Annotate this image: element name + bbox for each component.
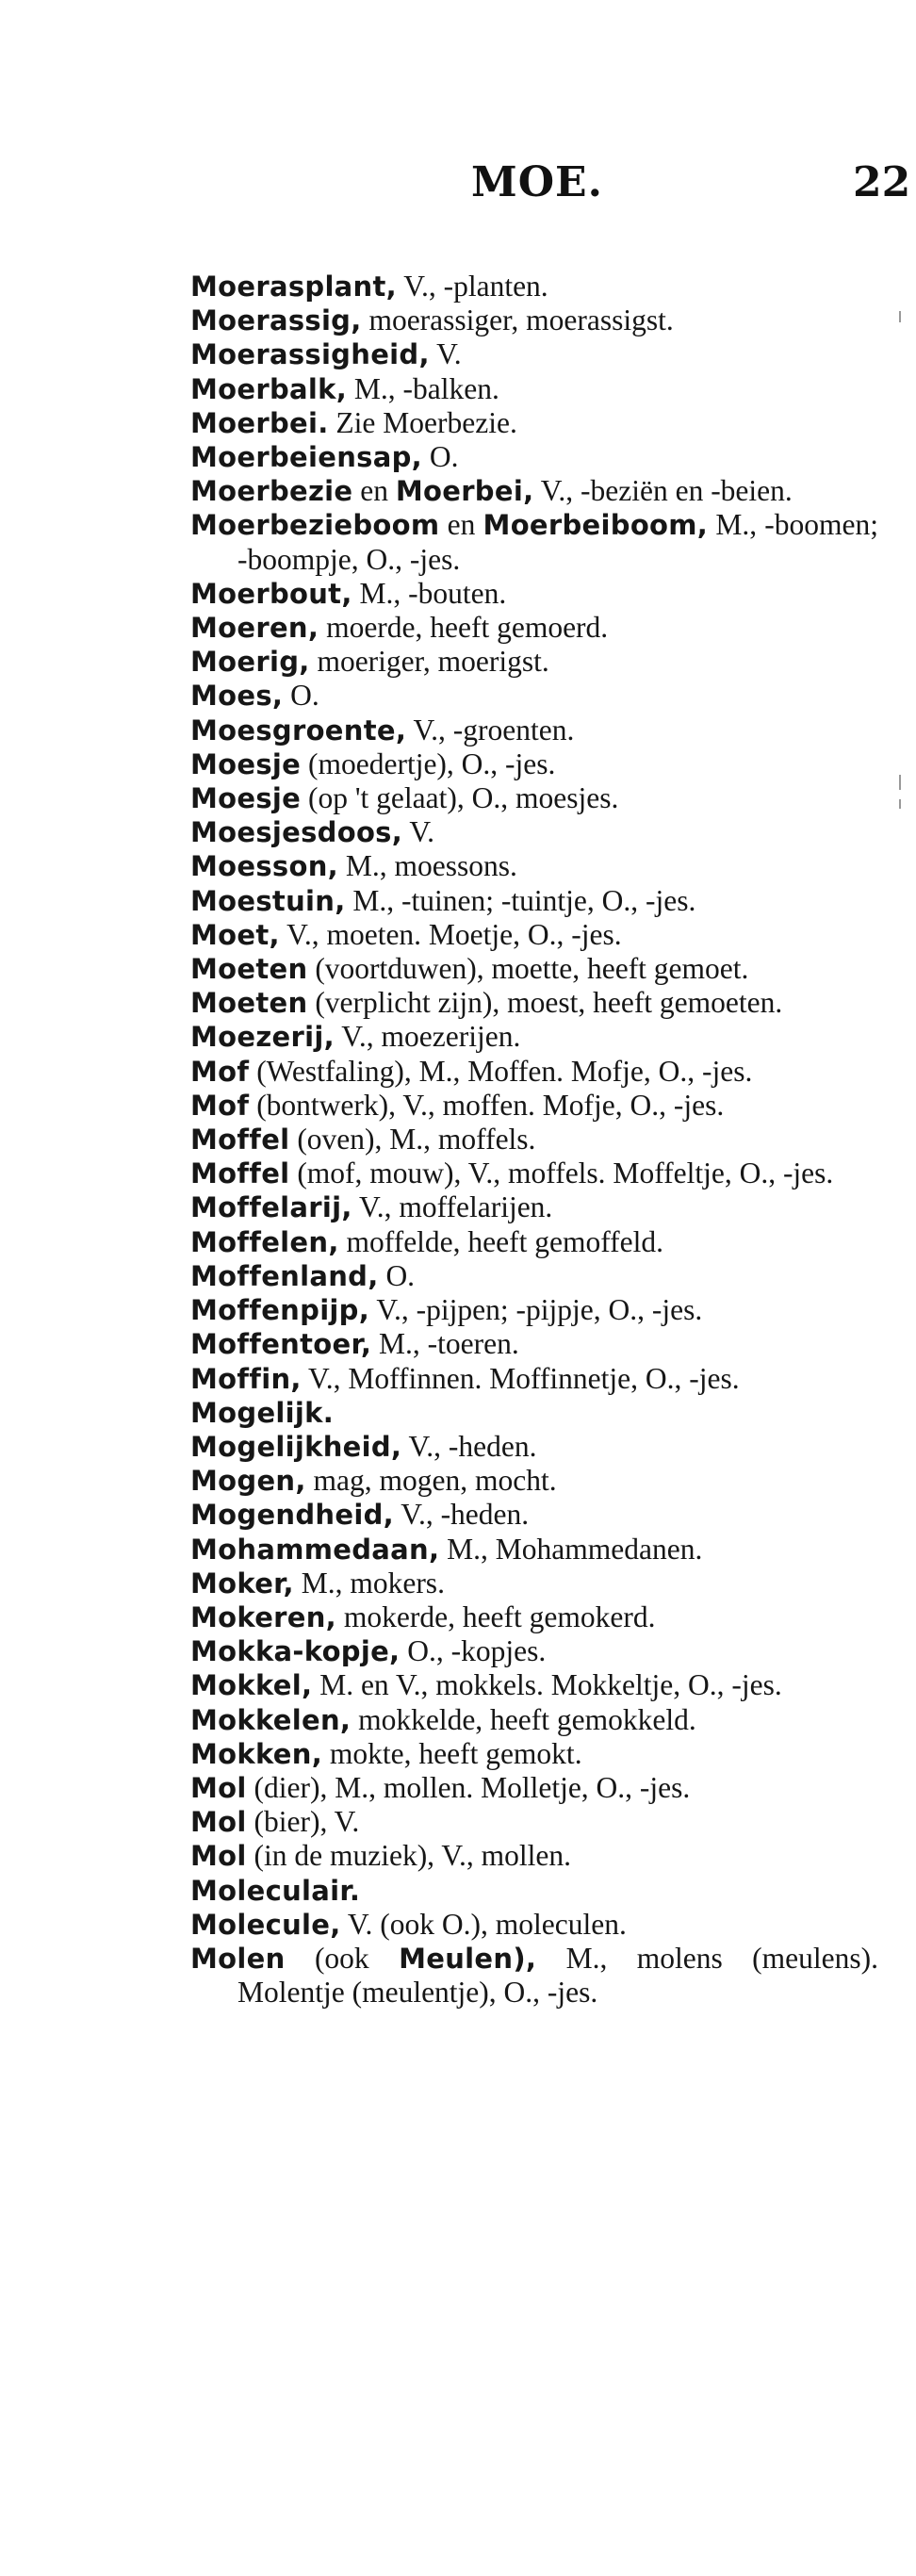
entry-headword: Mogelijk.: [190, 1396, 335, 1429]
dictionary-entry: [190, 270, 878, 304]
entry-definition: en: [439, 508, 483, 542]
entry-definition: moeriger, moerigst.: [309, 645, 549, 679]
dictionary-entry: [190, 1123, 878, 1157]
entry-headword: Mof: [190, 1055, 250, 1088]
entry-headword: Moffentoer,: [190, 1328, 372, 1361]
entry-definition: (op 't gelaat), O., moesjes.: [301, 781, 619, 815]
entry-headword: Mof: [190, 1089, 250, 1122]
dictionary-entry: [190, 747, 878, 781]
entry-definition: M., Mohammedanen.: [439, 1532, 703, 1566]
entry-definition: V., -beziën en -beien.: [533, 474, 793, 508]
entry-headword: Mokka-kopje,: [190, 1635, 401, 1668]
page-number: 22: [853, 158, 911, 206]
entry-headword: Moeten: [190, 953, 308, 986]
dictionary-entry: [190, 1225, 878, 1259]
dictionary-entry: [190, 372, 878, 406]
scan-mark: [899, 311, 901, 322]
dictionary-entry: [190, 1737, 878, 1771]
entry-headword: Moerbei.: [190, 406, 329, 439]
dictionary-entry: [190, 508, 878, 576]
entry-headword: Mol: [190, 1771, 247, 1804]
entry-headword: Moerbezie: [190, 475, 353, 508]
entry-definition: mag, mogen, mocht.: [305, 1464, 557, 1498]
entry-headword: Mogelijkheid,: [190, 1430, 402, 1463]
entry-definition: V.: [429, 337, 462, 371]
entry-definition: (voortduwen), moette, heeft gemoet.: [307, 952, 749, 986]
entry-definition: M., moessons.: [337, 849, 517, 883]
entry-headword: Molen: [190, 1942, 286, 1975]
dictionary-entry: [190, 406, 878, 440]
dictionary-entry: [190, 714, 878, 747]
dictionary-entry: [190, 1942, 878, 2010]
dictionary-entry: [190, 577, 878, 611]
entry-definition: M., mokers.: [293, 1566, 445, 1600]
entry-definition: V., -heden.: [393, 1498, 530, 1532]
entry-definition: V., moffelarijen.: [352, 1190, 553, 1224]
entry-headword: Moezerij,: [190, 1021, 335, 1054]
entry-headword: Moffelen,: [190, 1225, 339, 1258]
dictionary-entry: [190, 1600, 878, 1634]
entry-headword: Meulen),: [399, 1942, 537, 1975]
entry-headword: Mol: [190, 1840, 247, 1873]
running-head: MOE.: [471, 158, 603, 206]
dictionary-entry: [190, 679, 878, 713]
dictionary-entry: [190, 1771, 878, 1805]
dictionary-entry: [190, 1498, 878, 1532]
entry-definition: mokkelde, heeft gemokkeld.: [351, 1702, 696, 1736]
entry-definition: V., -groenten.: [406, 713, 575, 747]
entry-definition: (in de muziek), V., mollen.: [246, 1839, 572, 1873]
dictionary-entry: [190, 304, 878, 337]
dictionary-entry: [190, 1293, 878, 1327]
entry-headword: Moerbei,: [395, 475, 534, 508]
entry-headword: Moffel: [190, 1124, 290, 1157]
entry-headword: Mogendheid,: [190, 1499, 394, 1532]
entry-definition: (oven), M., moffels.: [289, 1123, 536, 1157]
entry-headword: Moffenpijp,: [190, 1294, 370, 1327]
entry-definition: moerassiger, moerassigst.: [361, 304, 674, 337]
entry-headword: Moerassig,: [190, 304, 362, 337]
dictionary-entry: [190, 474, 878, 508]
entry-definition: moffelde, heeft gemoffeld.: [338, 1224, 663, 1258]
entry-definition: M., molens (meulens). Molentje (meulentje), O., -jes.: [237, 1941, 878, 2010]
entry-definition: O.: [283, 679, 319, 713]
entry-definition: V.: [402, 815, 434, 849]
entry-headword: Moet,: [190, 918, 280, 951]
entry-headword: Moerbeiboom,: [483, 509, 709, 542]
entry-headword: Moleculair.: [190, 1874, 361, 1907]
dictionary-entry: [190, 1634, 878, 1668]
dictionary-entry: [190, 918, 878, 952]
entry-definition: V., moezerijen.: [334, 1020, 521, 1054]
entry-definition: (verplicht zijn), moest, heeft gemoeten.: [307, 986, 783, 1020]
entry-definition: M. en V., mokkels. Mokkeltje, O., -jes.: [312, 1668, 782, 1702]
entry-definition: V., Moffinnen. Moffinnetje, O., -jes.: [301, 1361, 740, 1395]
dictionary-entry: [190, 1430, 878, 1464]
dictionary-entry: [190, 1190, 878, 1224]
dictionary-entry: [190, 1157, 878, 1190]
entry-headword: Moeten: [190, 987, 308, 1020]
entry-definition: (Westfaling), M., Moffen. Mofje, O., -jes.: [249, 1054, 753, 1088]
entry-headword: Moesjesdoos,: [190, 816, 403, 849]
entry-definition: M., -tuinen; -tuintje, O., -jes.: [345, 883, 696, 917]
dictionary-entry: [190, 1089, 878, 1123]
dictionary-entry: [190, 849, 878, 883]
dictionary-entry: [190, 986, 878, 1020]
dictionary-entry: [190, 1805, 878, 1839]
entry-headword: Moeren,: [190, 612, 319, 645]
entry-definition: (dier), M., mollen. Molletje, O., -jes.: [246, 1770, 691, 1804]
entry-definition: V., -planten.: [396, 270, 548, 303]
entry-definition: mokerde, heeft gemokerd.: [336, 1600, 656, 1633]
entry-definition: M., -boomen; -boompje, O., -jes.: [237, 508, 879, 576]
entry-headword: Moesson,: [190, 850, 338, 883]
entry-headword: Moffenland,: [190, 1259, 379, 1292]
dictionary-entry: [190, 815, 878, 849]
entry-headword: Moffelarij,: [190, 1191, 352, 1224]
dictionary-entry: [190, 884, 878, 918]
entry-definition: (bier), V.: [246, 1805, 360, 1839]
page-header: [0, 158, 916, 224]
entry-list: [190, 270, 878, 2010]
entry-headword: Moerbezieboom: [190, 509, 440, 542]
entry-headword: Moerig,: [190, 646, 310, 679]
dictionary-entry: [190, 1839, 878, 1873]
dictionary-entry: [190, 440, 878, 474]
dictionary-entry: [190, 1396, 878, 1430]
entry-definition: (ook: [285, 1941, 400, 1975]
entry-headword: Mogen,: [190, 1465, 306, 1498]
entry-definition: O.: [378, 1258, 416, 1292]
dictionary-entry: [190, 1908, 878, 1942]
entry-definition: mokte, heeft gemokt.: [322, 1736, 582, 1770]
entry-headword: Moker,: [190, 1567, 294, 1600]
entry-definition: en: [352, 474, 396, 508]
entry-definition: moerde, heeft gemoerd.: [319, 611, 609, 645]
entry-definition: (bontwerk), V., moffen. Mofje, O., -jes.: [249, 1088, 725, 1122]
entry-headword: Mol: [190, 1806, 247, 1839]
dictionary-entry: [190, 1327, 878, 1361]
dictionary-entry: [190, 1533, 878, 1567]
dictionary-entry: [190, 1567, 878, 1600]
entry-definition: V., -heden.: [401, 1429, 537, 1463]
dictionary-entry: [190, 1668, 878, 1702]
entry-definition: M., -balken.: [347, 371, 499, 405]
entry-headword: Mokken,: [190, 1737, 323, 1770]
entry-definition: V., moeten. Moetje, O., -jes.: [279, 917, 622, 951]
entry-definition: M., -toeren.: [371, 1327, 519, 1361]
entry-headword: Moerbout,: [190, 577, 352, 610]
entry-headword: Moerbalk,: [190, 372, 348, 405]
entry-headword: Moerasplant,: [190, 271, 397, 303]
scan-mark: [899, 799, 901, 809]
entry-headword: Mokkelen,: [190, 1703, 352, 1736]
entry-headword: Moesje: [190, 782, 302, 815]
entry-headword: Moffel: [190, 1157, 290, 1190]
dictionary-entry: [190, 1703, 878, 1737]
entry-headword: Moestuin,: [190, 884, 346, 917]
entry-headword: Moes,: [190, 680, 284, 713]
entry-headword: Moerassigheid,: [190, 338, 430, 371]
dictionary-entry: [190, 1362, 878, 1396]
entry-definition: V., -pijpen; -pijpje, O., -jes.: [369, 1293, 703, 1327]
dictionary-entry: [190, 337, 878, 371]
entry-headword: Mohammedaan,: [190, 1533, 440, 1566]
dictionary-entry: [190, 952, 878, 986]
entry-definition: (moedertje), O., -jes.: [301, 747, 556, 780]
dictionary-entry: [190, 1874, 878, 1908]
dictionary-entry: [190, 611, 878, 645]
entry-definition: Zie Moerbezie.: [328, 405, 517, 439]
scan-mark: [899, 775, 901, 790]
dictionary-entry: [190, 781, 878, 815]
dictionary-entry: [190, 1259, 878, 1293]
entry-definition: O.: [421, 440, 459, 474]
dictionary-entry: [190, 1464, 878, 1498]
entry-definition: V. (ook O.), moleculen.: [340, 1907, 627, 1941]
dictionary-entry: [190, 645, 878, 679]
entry-headword: Moesje: [190, 747, 302, 780]
entry-headword: Moffin,: [190, 1362, 302, 1395]
entry-definition: O., -kopjes.: [400, 1634, 547, 1668]
entry-headword: Moesgroente,: [190, 714, 407, 747]
entry-headword: Moerbeiensap,: [190, 441, 422, 474]
entry-definition: M., -bouten.: [352, 576, 507, 610]
entry-headword: Molecule,: [190, 1908, 341, 1941]
entry-headword: Mokkel,: [190, 1669, 313, 1702]
entry-headword: Mokeren,: [190, 1600, 336, 1633]
entry-definition: (mof, mouw), V., moffels. Moffeltje, O., -jes.: [289, 1157, 834, 1190]
dictionary-entry: [190, 1020, 878, 1054]
dictionary-entry: [190, 1055, 878, 1089]
